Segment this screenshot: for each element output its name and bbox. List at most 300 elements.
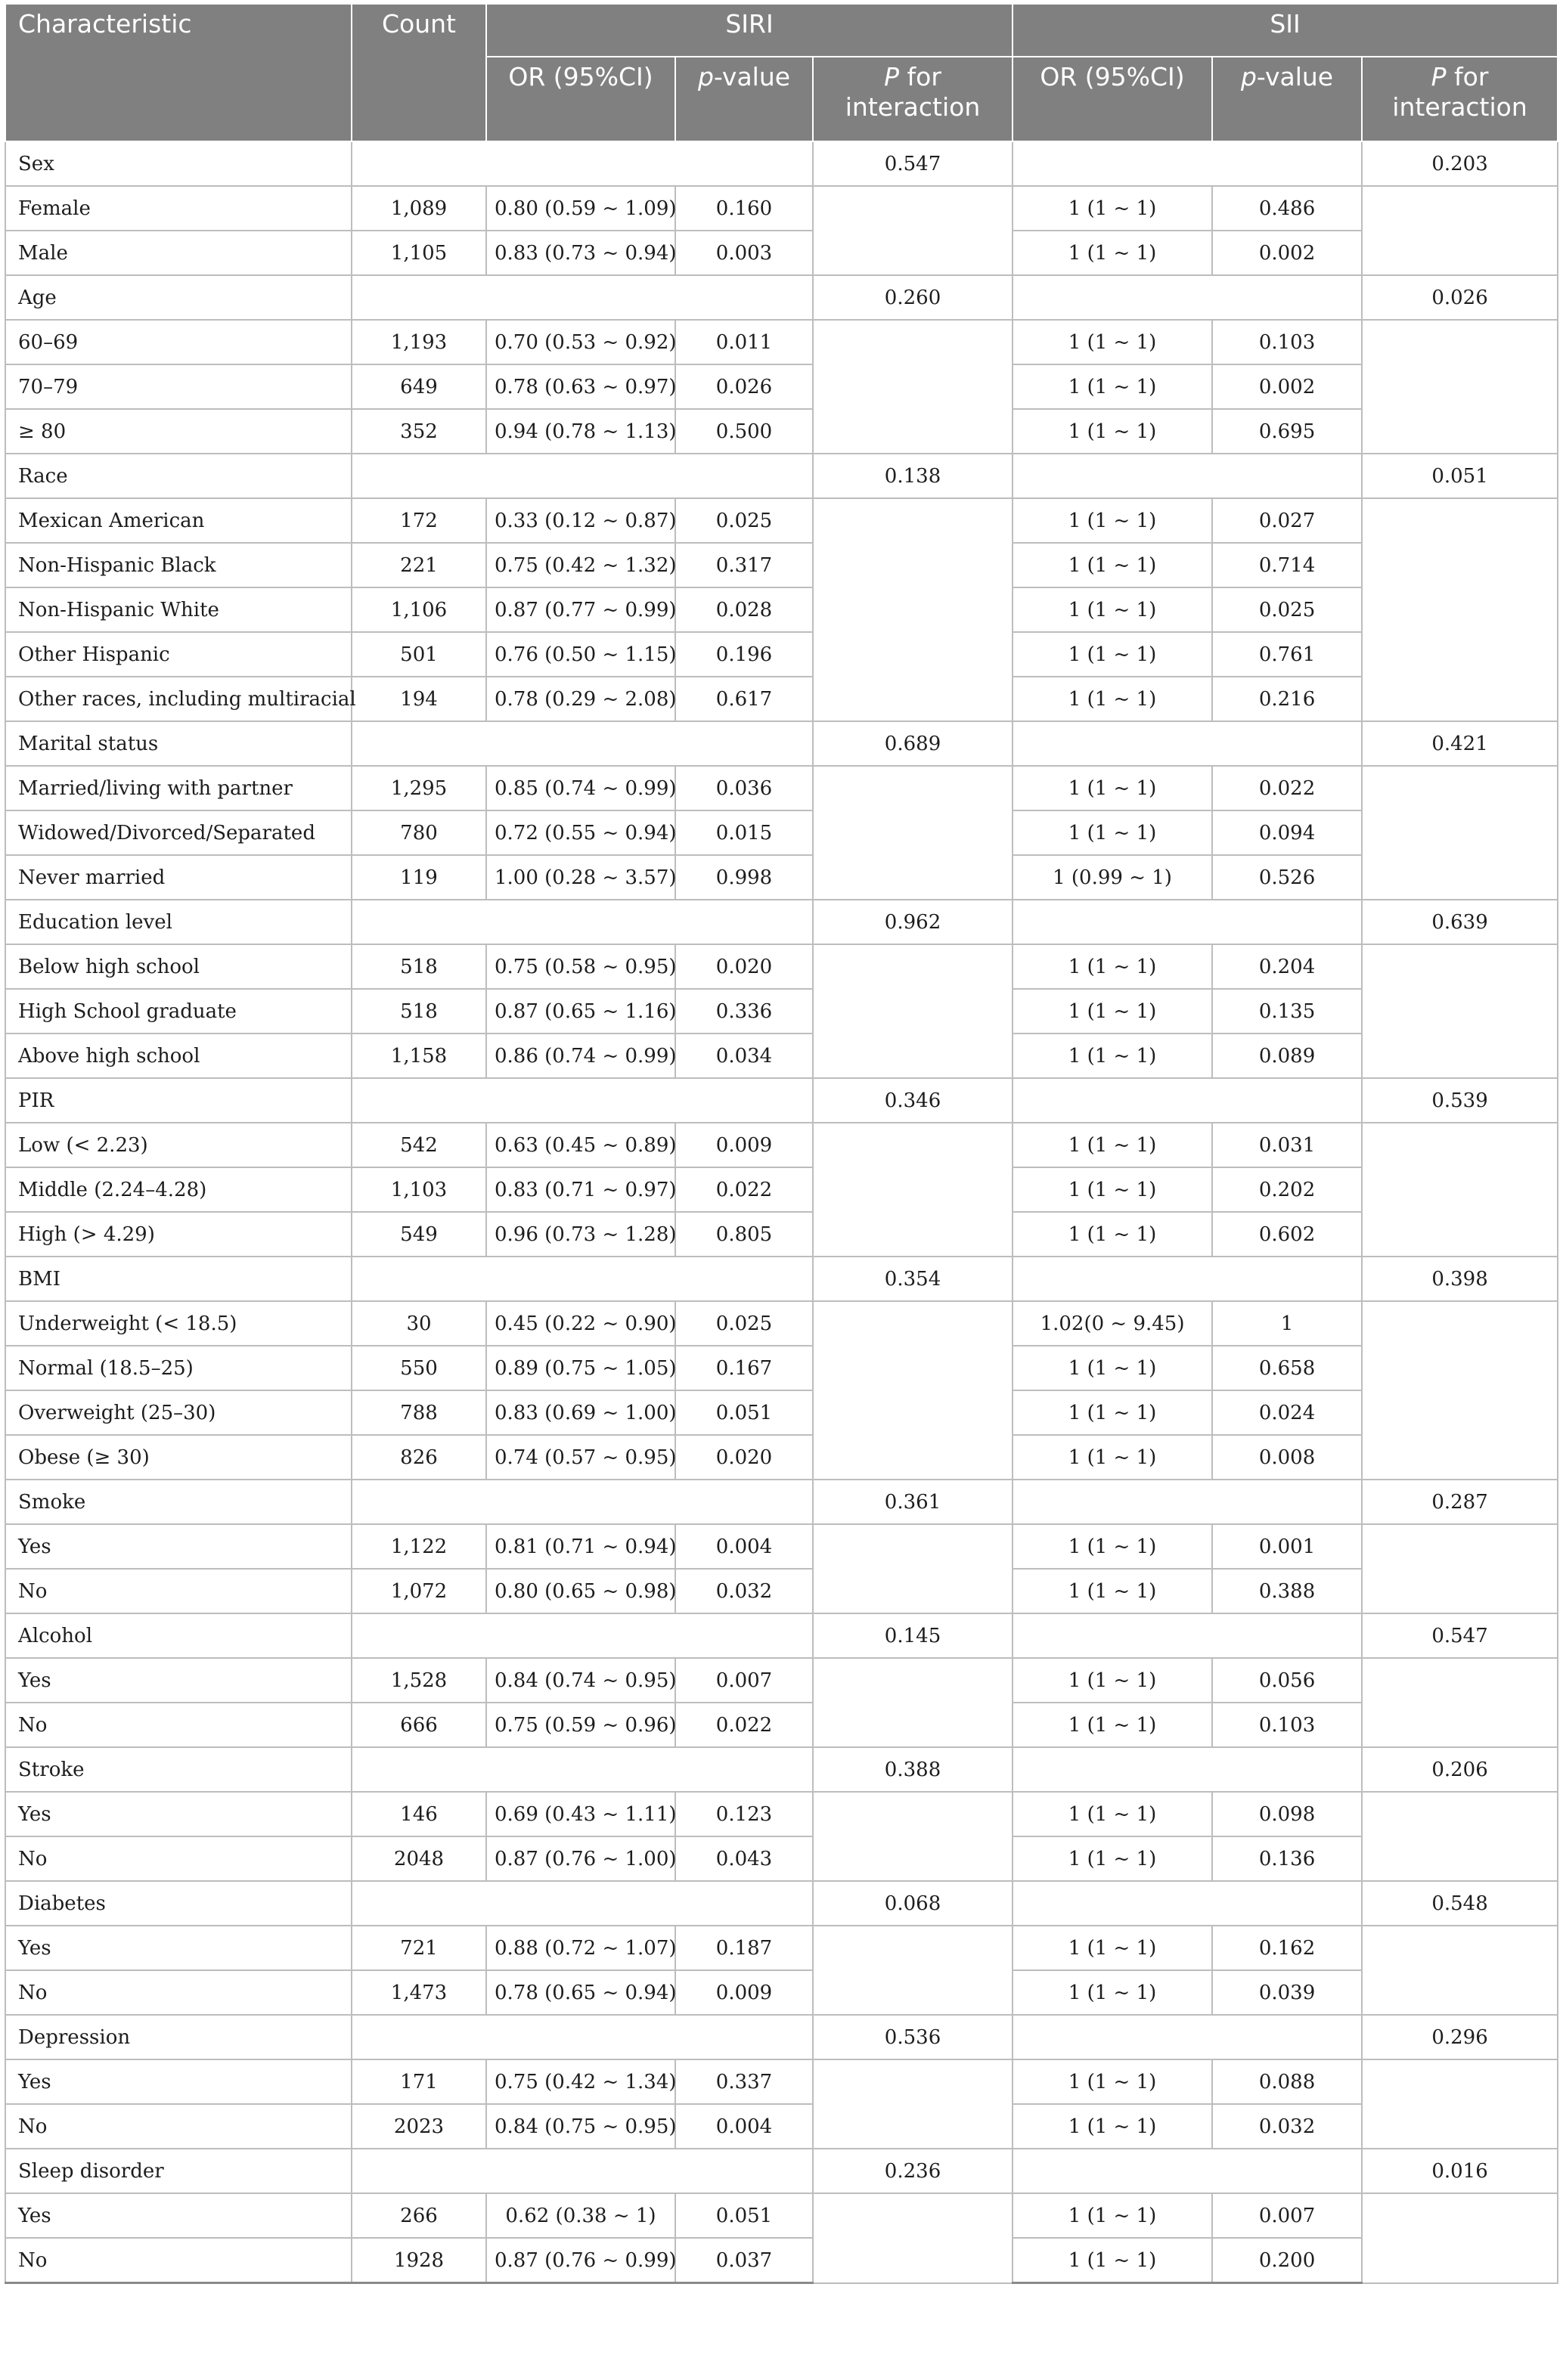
table-row <box>5 1167 1558 1212</box>
siri-or-ci: 0.45 (0.22 ~ 0.90) <box>486 1301 675 1346</box>
siri-or-ci: 0.83 (0.71 ~ 0.97) <box>486 1167 675 1212</box>
siri-or-ci: 0.96 (0.73 ~ 1.28) <box>486 1212 675 1257</box>
sii-or-ci: 1 (1 ~ 1) <box>1013 587 1212 632</box>
table-row <box>5 1034 1558 1078</box>
header-siri: SIRI <box>486 4 1013 57</box>
siri-p-value: 0.025 <box>675 498 813 543</box>
row-count: 826 <box>352 1435 486 1480</box>
group-name: Sex <box>5 141 352 186</box>
row-count: 780 <box>352 810 486 855</box>
table-row <box>5 1792 1558 1836</box>
sii-or-ci: 1 (1 ~ 1) <box>1013 1792 1212 1836</box>
sii-or-ci: 1 (1 ~ 1) <box>1013 677 1212 721</box>
row-count: 2023 <box>352 2104 486 2149</box>
group-spacer <box>352 721 813 766</box>
row-label: Non-Hispanic Black <box>5 543 352 587</box>
sii-p-value: 0.162 <box>1212 1926 1362 1970</box>
siri-or-ci: 0.62 (0.38 ~ 1) <box>486 2193 675 2238</box>
sii-interaction-blank <box>1362 1792 1558 1881</box>
sii-p-value: 0.022 <box>1212 766 1362 810</box>
group-spacer <box>1013 454 1362 498</box>
row-label: Widowed/Divorced/Separated <box>5 810 352 855</box>
siri-interaction-blank <box>813 320 1013 454</box>
siri-p-value: 0.022 <box>675 1167 813 1212</box>
siri-p-value: 0.043 <box>675 1836 813 1881</box>
sii-p-value: 0.136 <box>1212 1836 1362 1881</box>
row-label: No <box>5 1970 352 2015</box>
siri-p-value: 0.187 <box>675 1926 813 1970</box>
table-row <box>5 587 1558 632</box>
row-count: 1928 <box>352 2238 486 2283</box>
sii-or-ci: 1 (1 ~ 1) <box>1013 1346 1212 1390</box>
group-spacer <box>352 454 813 498</box>
table-row <box>5 1658 1558 1703</box>
row-label: Yes <box>5 2059 352 2104</box>
siri-interaction-blank <box>813 1524 1013 1613</box>
group-name: BMI <box>5 1257 352 1301</box>
row-label: Mexican American <box>5 498 352 543</box>
sii-or-ci: 1 (1 ~ 1) <box>1013 2104 1212 2149</box>
sii-p-interaction: 0.051 <box>1362 454 1558 498</box>
siri-p-value: 0.617 <box>675 677 813 721</box>
sii-or-ci: 1 (1 ~ 1) <box>1013 1123 1212 1167</box>
sii-or-ci: 1 (1 ~ 1) <box>1013 1212 1212 1257</box>
siri-p-value: 0.036 <box>675 766 813 810</box>
siri-p-value: 0.004 <box>675 2104 813 2149</box>
siri-or-ci: 0.94 (0.78 ~ 1.13) <box>486 409 675 454</box>
sii-p-value: 0.032 <box>1212 2104 1362 2149</box>
sii-or-ci: 1 (1 ~ 1) <box>1013 766 1212 810</box>
row-label: High (> 4.29) <box>5 1212 352 1257</box>
siri-interaction-blank <box>813 1926 1013 2015</box>
siri-p-value: 0.336 <box>675 989 813 1034</box>
siri-p-value: 0.998 <box>675 855 813 900</box>
table-header <box>5 4 1558 141</box>
siri-p-value: 0.009 <box>675 1970 813 2015</box>
siri-p-value: 0.051 <box>675 1390 813 1435</box>
siri-or-ci: 1.00 (0.28 ~ 3.57) <box>486 855 675 900</box>
siri-or-ci: 0.86 (0.74 ~ 0.99) <box>486 1034 675 1078</box>
table-row <box>5 1703 1558 1747</box>
sii-or-ci: 1 (1 ~ 1) <box>1013 1703 1212 1747</box>
group-spacer <box>352 2015 813 2059</box>
siri-or-ci: 0.78 (0.29 ~ 2.08) <box>486 677 675 721</box>
group-spacer <box>1013 721 1362 766</box>
header-siri-or-ci: OR (95%CI) <box>486 57 675 141</box>
row-label: Overweight (25–30) <box>5 1390 352 1435</box>
sii-p-value: 0.039 <box>1212 1970 1362 2015</box>
group-spacer <box>1013 1480 1362 1524</box>
sii-or-ci: 1 (1 ~ 1) <box>1013 2238 1212 2283</box>
siri-or-ci: 0.63 (0.45 ~ 0.89) <box>486 1123 675 1167</box>
row-label: Non-Hispanic White <box>5 587 352 632</box>
sii-or-ci: 1.02(0 ~ 9.45) <box>1013 1301 1212 1346</box>
table-row <box>5 1212 1558 1257</box>
sii-p-interaction: 0.548 <box>1362 1881 1558 1926</box>
group-spacer <box>1013 275 1362 320</box>
group-row <box>5 454 1558 498</box>
table-row <box>5 1569 1558 1613</box>
row-count: 2048 <box>352 1836 486 1881</box>
sii-interaction-blank <box>1362 1301 1558 1480</box>
sii-p-value: 0.089 <box>1212 1034 1362 1078</box>
sii-or-ci: 1 (1 ~ 1) <box>1013 1390 1212 1435</box>
group-spacer <box>1013 1881 1362 1926</box>
group-spacer <box>1013 1078 1362 1123</box>
row-count: 550 <box>352 1346 486 1390</box>
row-count: 1,122 <box>352 1524 486 1569</box>
siri-or-ci: 0.75 (0.42 ~ 1.32) <box>486 543 675 587</box>
group-row <box>5 1480 1558 1524</box>
table-row <box>5 855 1558 900</box>
group-name: Smoke <box>5 1480 352 1524</box>
sii-p-interaction: 0.421 <box>1362 721 1558 766</box>
siri-p-value: 0.196 <box>675 632 813 677</box>
group-name: Race <box>5 454 352 498</box>
siri-p-value: 0.020 <box>675 944 813 989</box>
sii-or-ci: 1 (1 ~ 1) <box>1013 498 1212 543</box>
sii-interaction-blank <box>1362 498 1558 721</box>
sii-p-interaction: 0.287 <box>1362 1480 1558 1524</box>
row-label: Below high school <box>5 944 352 989</box>
siri-p-value: 0.028 <box>675 587 813 632</box>
group-spacer <box>352 1257 813 1301</box>
table-row <box>5 766 1558 810</box>
group-spacer <box>1013 900 1362 944</box>
sii-interaction-blank <box>1362 186 1558 275</box>
siri-p-value: 0.025 <box>675 1301 813 1346</box>
sii-or-ci: 1 (1 ~ 1) <box>1013 810 1212 855</box>
sii-or-ci: 1 (1 ~ 1) <box>1013 1569 1212 1613</box>
sii-p-interaction: 0.016 <box>1362 2149 1558 2193</box>
siri-interaction-blank <box>813 766 1013 900</box>
group-row <box>5 2149 1558 2193</box>
siri-p-interaction: 0.145 <box>813 1613 1013 1658</box>
row-count: 1,528 <box>352 1658 486 1703</box>
row-label: High School graduate <box>5 989 352 1034</box>
group-spacer <box>352 1078 813 1123</box>
table-row <box>5 1524 1558 1569</box>
row-label: Yes <box>5 1926 352 1970</box>
siri-or-ci: 0.87 (0.76 ~ 0.99) <box>486 2238 675 2283</box>
row-count: 788 <box>352 1390 486 1435</box>
table-row <box>5 1390 1558 1435</box>
sii-interaction-blank <box>1362 766 1558 900</box>
siri-or-ci: 0.84 (0.74 ~ 0.95) <box>486 1658 675 1703</box>
siri-or-ci: 0.84 (0.75 ~ 0.95) <box>486 2104 675 2149</box>
sii-p-interaction: 0.639 <box>1362 900 1558 944</box>
row-count: 1,103 <box>352 1167 486 1212</box>
table-row <box>5 498 1558 543</box>
header-count: Count <box>352 4 486 141</box>
sii-interaction-blank <box>1362 944 1558 1078</box>
sii-or-ci: 1 (1 ~ 1) <box>1013 543 1212 587</box>
sii-or-ci: 1 (1 ~ 1) <box>1013 2059 1212 2104</box>
sii-or-ci: 1 (1 ~ 1) <box>1013 2193 1212 2238</box>
siri-p-interaction: 0.068 <box>813 1881 1013 1926</box>
row-label: Normal (18.5–25) <box>5 1346 352 1390</box>
row-count: 266 <box>352 2193 486 2238</box>
sii-p-value: 0.098 <box>1212 1792 1362 1836</box>
row-count: 146 <box>352 1792 486 1836</box>
row-label: No <box>5 1836 352 1881</box>
siri-or-ci: 0.74 (0.57 ~ 0.95) <box>486 1435 675 1480</box>
siri-or-ci: 0.78 (0.65 ~ 0.94) <box>486 1970 675 2015</box>
group-spacer <box>352 2149 813 2193</box>
siri-p-value: 0.034 <box>675 1034 813 1078</box>
siri-p-interaction: 0.346 <box>813 1078 1013 1123</box>
sii-p-value: 0.388 <box>1212 1569 1362 1613</box>
siri-or-ci: 0.70 (0.53 ~ 0.92) <box>486 320 675 364</box>
sii-p-interaction: 0.203 <box>1362 141 1558 186</box>
row-count: 221 <box>352 543 486 587</box>
table-row <box>5 1970 1558 2015</box>
row-label: No <box>5 2104 352 2149</box>
siri-interaction-blank <box>813 2193 1013 2283</box>
row-label: Married/living with partner <box>5 766 352 810</box>
sii-p-value: 0.135 <box>1212 989 1362 1034</box>
siri-p-value: 0.337 <box>675 2059 813 2104</box>
siri-or-ci: 0.75 (0.59 ~ 0.96) <box>486 1703 675 1747</box>
sii-p-value: 0.602 <box>1212 1212 1362 1257</box>
group-spacer <box>352 1881 813 1926</box>
siri-p-interaction: 0.962 <box>813 900 1013 944</box>
table-body <box>5 141 1558 2283</box>
table-row <box>5 1301 1558 1346</box>
sii-or-ci: 1 (1 ~ 1) <box>1013 632 1212 677</box>
row-count: 649 <box>352 364 486 409</box>
row-label: Female <box>5 186 352 231</box>
sii-p-value: 0.658 <box>1212 1346 1362 1390</box>
row-label: No <box>5 2238 352 2283</box>
table-row <box>5 1926 1558 1970</box>
row-label: ≥ 80 <box>5 409 352 454</box>
siri-p-value: 0.051 <box>675 2193 813 2238</box>
row-count: 1,473 <box>352 1970 486 2015</box>
group-row <box>5 721 1558 766</box>
row-count: 1,106 <box>352 587 486 632</box>
sii-or-ci: 1 (0.99 ~ 1) <box>1013 855 1212 900</box>
siri-p-interaction: 0.689 <box>813 721 1013 766</box>
sii-p-value: 0.008 <box>1212 1435 1362 1480</box>
sii-p-interaction: 0.547 <box>1362 1613 1558 1658</box>
row-label: Yes <box>5 2193 352 2238</box>
table-row <box>5 409 1558 454</box>
row-count: 1,158 <box>352 1034 486 1078</box>
siri-p-interaction: 0.236 <box>813 2149 1013 2193</box>
siri-p-interaction: 0.547 <box>813 141 1013 186</box>
sii-p-interaction: 0.206 <box>1362 1747 1558 1792</box>
group-name: Alcohol <box>5 1613 352 1658</box>
header-sii-p-value: p-value <box>1212 57 1362 141</box>
row-count: 1,105 <box>352 231 486 275</box>
siri-or-ci: 0.83 (0.69 ~ 1.00) <box>486 1390 675 1435</box>
siri-p-value: 0.022 <box>675 1703 813 1747</box>
sii-p-value: 0.204 <box>1212 944 1362 989</box>
siri-or-ci: 0.80 (0.59 ~ 1.09) <box>486 186 675 231</box>
row-count: 666 <box>352 1703 486 1747</box>
table-row <box>5 677 1558 721</box>
sii-p-value: 0.526 <box>1212 855 1362 900</box>
row-label: Yes <box>5 1524 352 1569</box>
sii-p-value: 0.094 <box>1212 810 1362 855</box>
siri-p-value: 0.007 <box>675 1658 813 1703</box>
header-siri-p-value: p-value <box>675 57 813 141</box>
group-row <box>5 1747 1558 1792</box>
siri-interaction-blank <box>813 186 1013 275</box>
group-name: Depression <box>5 2015 352 2059</box>
siri-interaction-blank <box>813 1658 1013 1747</box>
table-row <box>5 810 1558 855</box>
group-spacer <box>352 141 813 186</box>
sii-interaction-blank <box>1362 1524 1558 1613</box>
table-row <box>5 1346 1558 1390</box>
sii-p-interaction: 0.398 <box>1362 1257 1558 1301</box>
header-characteristic: Characteristic <box>5 4 352 141</box>
group-row <box>5 141 1558 186</box>
sii-p-interaction: 0.026 <box>1362 275 1558 320</box>
sii-p-value: 1 <box>1212 1301 1362 1346</box>
sii-or-ci: 1 (1 ~ 1) <box>1013 1034 1212 1078</box>
row-count: 30 <box>352 1301 486 1346</box>
row-label: Underweight (< 18.5) <box>5 1301 352 1346</box>
table-row <box>5 989 1558 1034</box>
sii-or-ci: 1 (1 ~ 1) <box>1013 989 1212 1034</box>
row-label: Male <box>5 231 352 275</box>
sii-p-value: 0.001 <box>1212 1524 1362 1569</box>
row-label: Yes <box>5 1658 352 1703</box>
row-count: 549 <box>352 1212 486 1257</box>
group-row <box>5 1078 1558 1123</box>
sii-or-ci: 1 (1 ~ 1) <box>1013 1970 1212 2015</box>
row-count: 352 <box>352 409 486 454</box>
sii-p-value: 0.714 <box>1212 543 1362 587</box>
sii-or-ci: 1 (1 ~ 1) <box>1013 320 1212 364</box>
siri-p-value: 0.020 <box>675 1435 813 1480</box>
siri-or-ci: 0.83 (0.73 ~ 0.94) <box>486 231 675 275</box>
sii-p-value: 0.695 <box>1212 409 1362 454</box>
sii-interaction-blank <box>1362 2193 1558 2283</box>
group-name: Diabetes <box>5 1881 352 1926</box>
siri-interaction-blank <box>813 1792 1013 1881</box>
siri-interaction-blank <box>813 2059 1013 2149</box>
row-label: 60–69 <box>5 320 352 364</box>
row-label: Other Hispanic <box>5 632 352 677</box>
group-spacer <box>352 275 813 320</box>
row-label: Low (< 2.23) <box>5 1123 352 1167</box>
sii-p-value: 0.024 <box>1212 1390 1362 1435</box>
sii-p-interaction: 0.539 <box>1362 1078 1558 1123</box>
siri-or-ci: 0.69 (0.43 ~ 1.11) <box>486 1792 675 1836</box>
siri-or-ci: 0.87 (0.76 ~ 1.00) <box>486 1836 675 1881</box>
siri-interaction-blank <box>813 944 1013 1078</box>
row-count: 501 <box>352 632 486 677</box>
row-count: 518 <box>352 944 486 989</box>
row-label: Above high school <box>5 1034 352 1078</box>
siri-p-interaction: 0.354 <box>813 1257 1013 1301</box>
group-spacer <box>352 1480 813 1524</box>
siri-interaction-blank <box>813 498 1013 721</box>
siri-or-ci: 0.85 (0.74 ~ 0.99) <box>486 766 675 810</box>
sii-p-value: 0.088 <box>1212 2059 1362 2104</box>
siri-or-ci: 0.75 (0.58 ~ 0.95) <box>486 944 675 989</box>
sii-p-value: 0.027 <box>1212 498 1362 543</box>
sii-p-value: 0.056 <box>1212 1658 1362 1703</box>
sii-p-value: 0.007 <box>1212 2193 1362 2238</box>
siri-p-value: 0.805 <box>675 1212 813 1257</box>
group-row <box>5 2015 1558 2059</box>
group-spacer <box>1013 2015 1362 2059</box>
sii-p-value: 0.202 <box>1212 1167 1362 1212</box>
table-row <box>5 231 1558 275</box>
sii-p-value: 0.002 <box>1212 364 1362 409</box>
sii-p-value: 0.025 <box>1212 587 1362 632</box>
sii-or-ci: 1 (1 ~ 1) <box>1013 1435 1212 1480</box>
siri-interaction-blank <box>813 1301 1013 1480</box>
table-row <box>5 364 1558 409</box>
row-count: 1,193 <box>352 320 486 364</box>
sii-p-value: 0.200 <box>1212 2238 1362 2283</box>
sii-or-ci: 1 (1 ~ 1) <box>1013 1167 1212 1212</box>
sii-interaction-blank <box>1362 2059 1558 2149</box>
siri-p-value: 0.011 <box>675 320 813 364</box>
siri-interaction-blank <box>813 1123 1013 1257</box>
group-name: Marital status <box>5 721 352 766</box>
sii-or-ci: 1 (1 ~ 1) <box>1013 409 1212 454</box>
siri-p-value: 0.167 <box>675 1346 813 1390</box>
siri-p-interaction: 0.361 <box>813 1480 1013 1524</box>
siri-p-value: 0.160 <box>675 186 813 231</box>
siri-p-value: 0.026 <box>675 364 813 409</box>
siri-p-interaction: 0.536 <box>813 2015 1013 2059</box>
header-sii-p-interaction: P for interaction <box>1362 57 1558 141</box>
siri-p-value: 0.032 <box>675 1569 813 1613</box>
group-row <box>5 1881 1558 1926</box>
siri-p-value: 0.123 <box>675 1792 813 1836</box>
siri-p-interaction: 0.260 <box>813 275 1013 320</box>
group-spacer <box>1013 1613 1362 1658</box>
row-label: No <box>5 1569 352 1613</box>
table-row <box>5 2059 1558 2104</box>
table-row <box>5 2104 1558 2149</box>
row-count: 542 <box>352 1123 486 1167</box>
row-count: 1,072 <box>352 1569 486 1613</box>
table-row <box>5 320 1558 364</box>
header-siri-p-interaction: P for interaction <box>813 57 1013 141</box>
siri-or-ci: 0.81 (0.71 ~ 0.94) <box>486 1524 675 1569</box>
group-spacer <box>1013 141 1362 186</box>
sii-p-value: 0.103 <box>1212 320 1362 364</box>
siri-p-value: 0.004 <box>675 1524 813 1569</box>
siri-or-ci: 0.75 (0.42 ~ 1.34) <box>486 2059 675 2104</box>
sii-or-ci: 1 (1 ~ 1) <box>1013 1658 1212 1703</box>
group-row <box>5 1613 1558 1658</box>
sii-interaction-blank <box>1362 1926 1558 2015</box>
group-row <box>5 900 1558 944</box>
table-row <box>5 2193 1558 2238</box>
row-label: Other races, including multiracial <box>5 677 352 721</box>
siri-or-ci: 0.80 (0.65 ~ 0.98) <box>486 1569 675 1613</box>
siri-or-ci: 0.88 (0.72 ~ 1.07) <box>486 1926 675 1970</box>
sii-or-ci: 1 (1 ~ 1) <box>1013 1926 1212 1970</box>
sii-p-value: 0.761 <box>1212 632 1362 677</box>
group-spacer <box>352 1747 813 1792</box>
sii-or-ci: 1 (1 ~ 1) <box>1013 231 1212 275</box>
row-label: 70–79 <box>5 364 352 409</box>
siri-p-interaction: 0.388 <box>813 1747 1013 1792</box>
sii-p-value: 0.031 <box>1212 1123 1362 1167</box>
sii-p-value: 0.486 <box>1212 186 1362 231</box>
